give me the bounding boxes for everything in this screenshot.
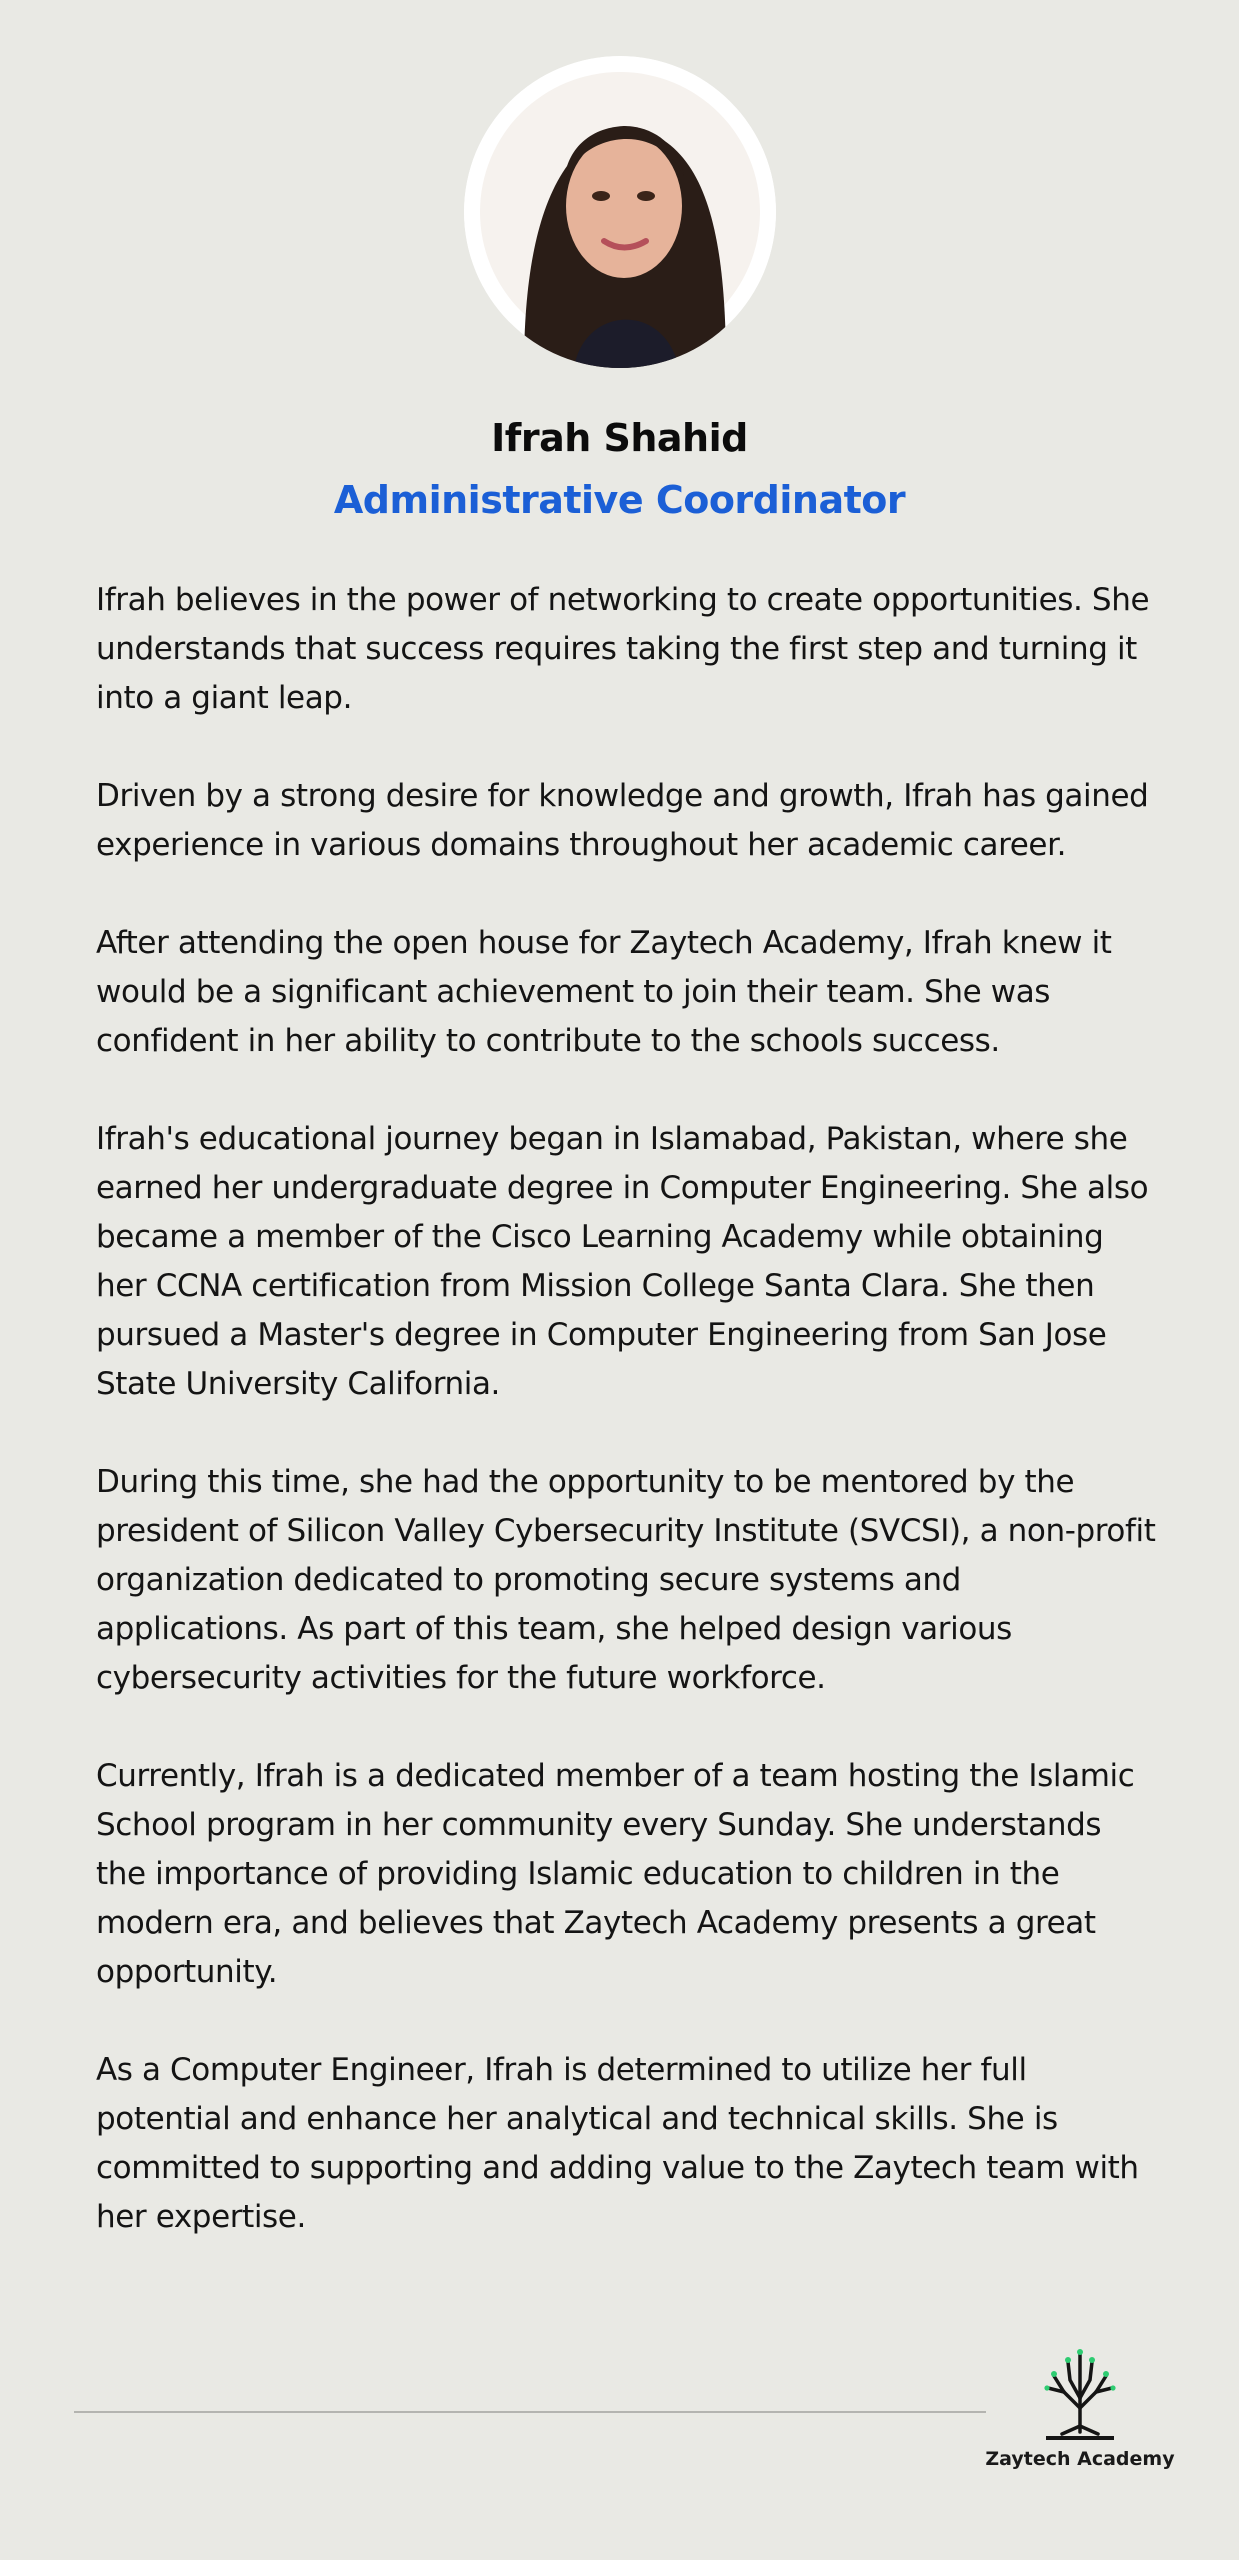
bio-paragraph: Ifrah believes in the power of networking to create opportunities. She understands that success requires taking the first step and turning it into a giant leap. [96,582,1150,716]
bio-paragraph: During this time, she had the opportunity to be mentored by the president of Silicon Valley Cybersecurity Institute (SVCSI), a non-profit organization dedicated to promoting secure systems and applications. As part of this team, she helped design various cybersecurity activities for the future workforce. [96,1464,1156,1696]
profile-name: Ifrah Shahid [491,416,748,460]
bio-section [96,576,1156,2291]
footer-logo-text: Zaytech Academy [985,2448,1175,2470]
bio-paragraph: After attending the open house for Zaytech Academy, Ifrah knew it would be a significant achievement to join their team. She was confident in her ability to contribute to the schools success. [96,925,1112,1059]
footer-logo [980,2346,1180,2486]
profile-avatar [464,56,776,368]
bio-paragraph: Currently, Ifrah is a dedicated member of a team hosting the Islamic School program in her community every Sunday. She understands the importance of providing Islamic education to children in the modern era, and believes that Zaytech Academy presents a great opportunity. [96,1758,1135,1990]
bio-paragraph: Driven by a strong desire for knowledge and growth, Ifrah has gained experience in various domains throughout her academic career. [96,778,1149,863]
profile-title: Administrative Coordinator [333,478,906,522]
bio-paragraph: As a Computer Engineer, Ifrah is determined to utilize her full potential and enhance her analytical and technical skills. She is committed to supporting and adding value to the Zaytech team with her expertise. [96,2052,1139,2235]
tree-icon [1040,2346,1120,2442]
bio-paragraph: Ifrah's educational journey began in Islamabad, Pakistan, where she earned her undergraduate degree in Computer Engineering. She also became a member of the Cisco Learning Academy while obtaining her CCNA certification from Mission College Santa Clara. She then pursued a Master's degree in Computer Engineering from San Jose State University California. [96,1121,1149,1402]
footer-divider [74,2411,986,2413]
portrait-photo-icon [464,56,776,368]
